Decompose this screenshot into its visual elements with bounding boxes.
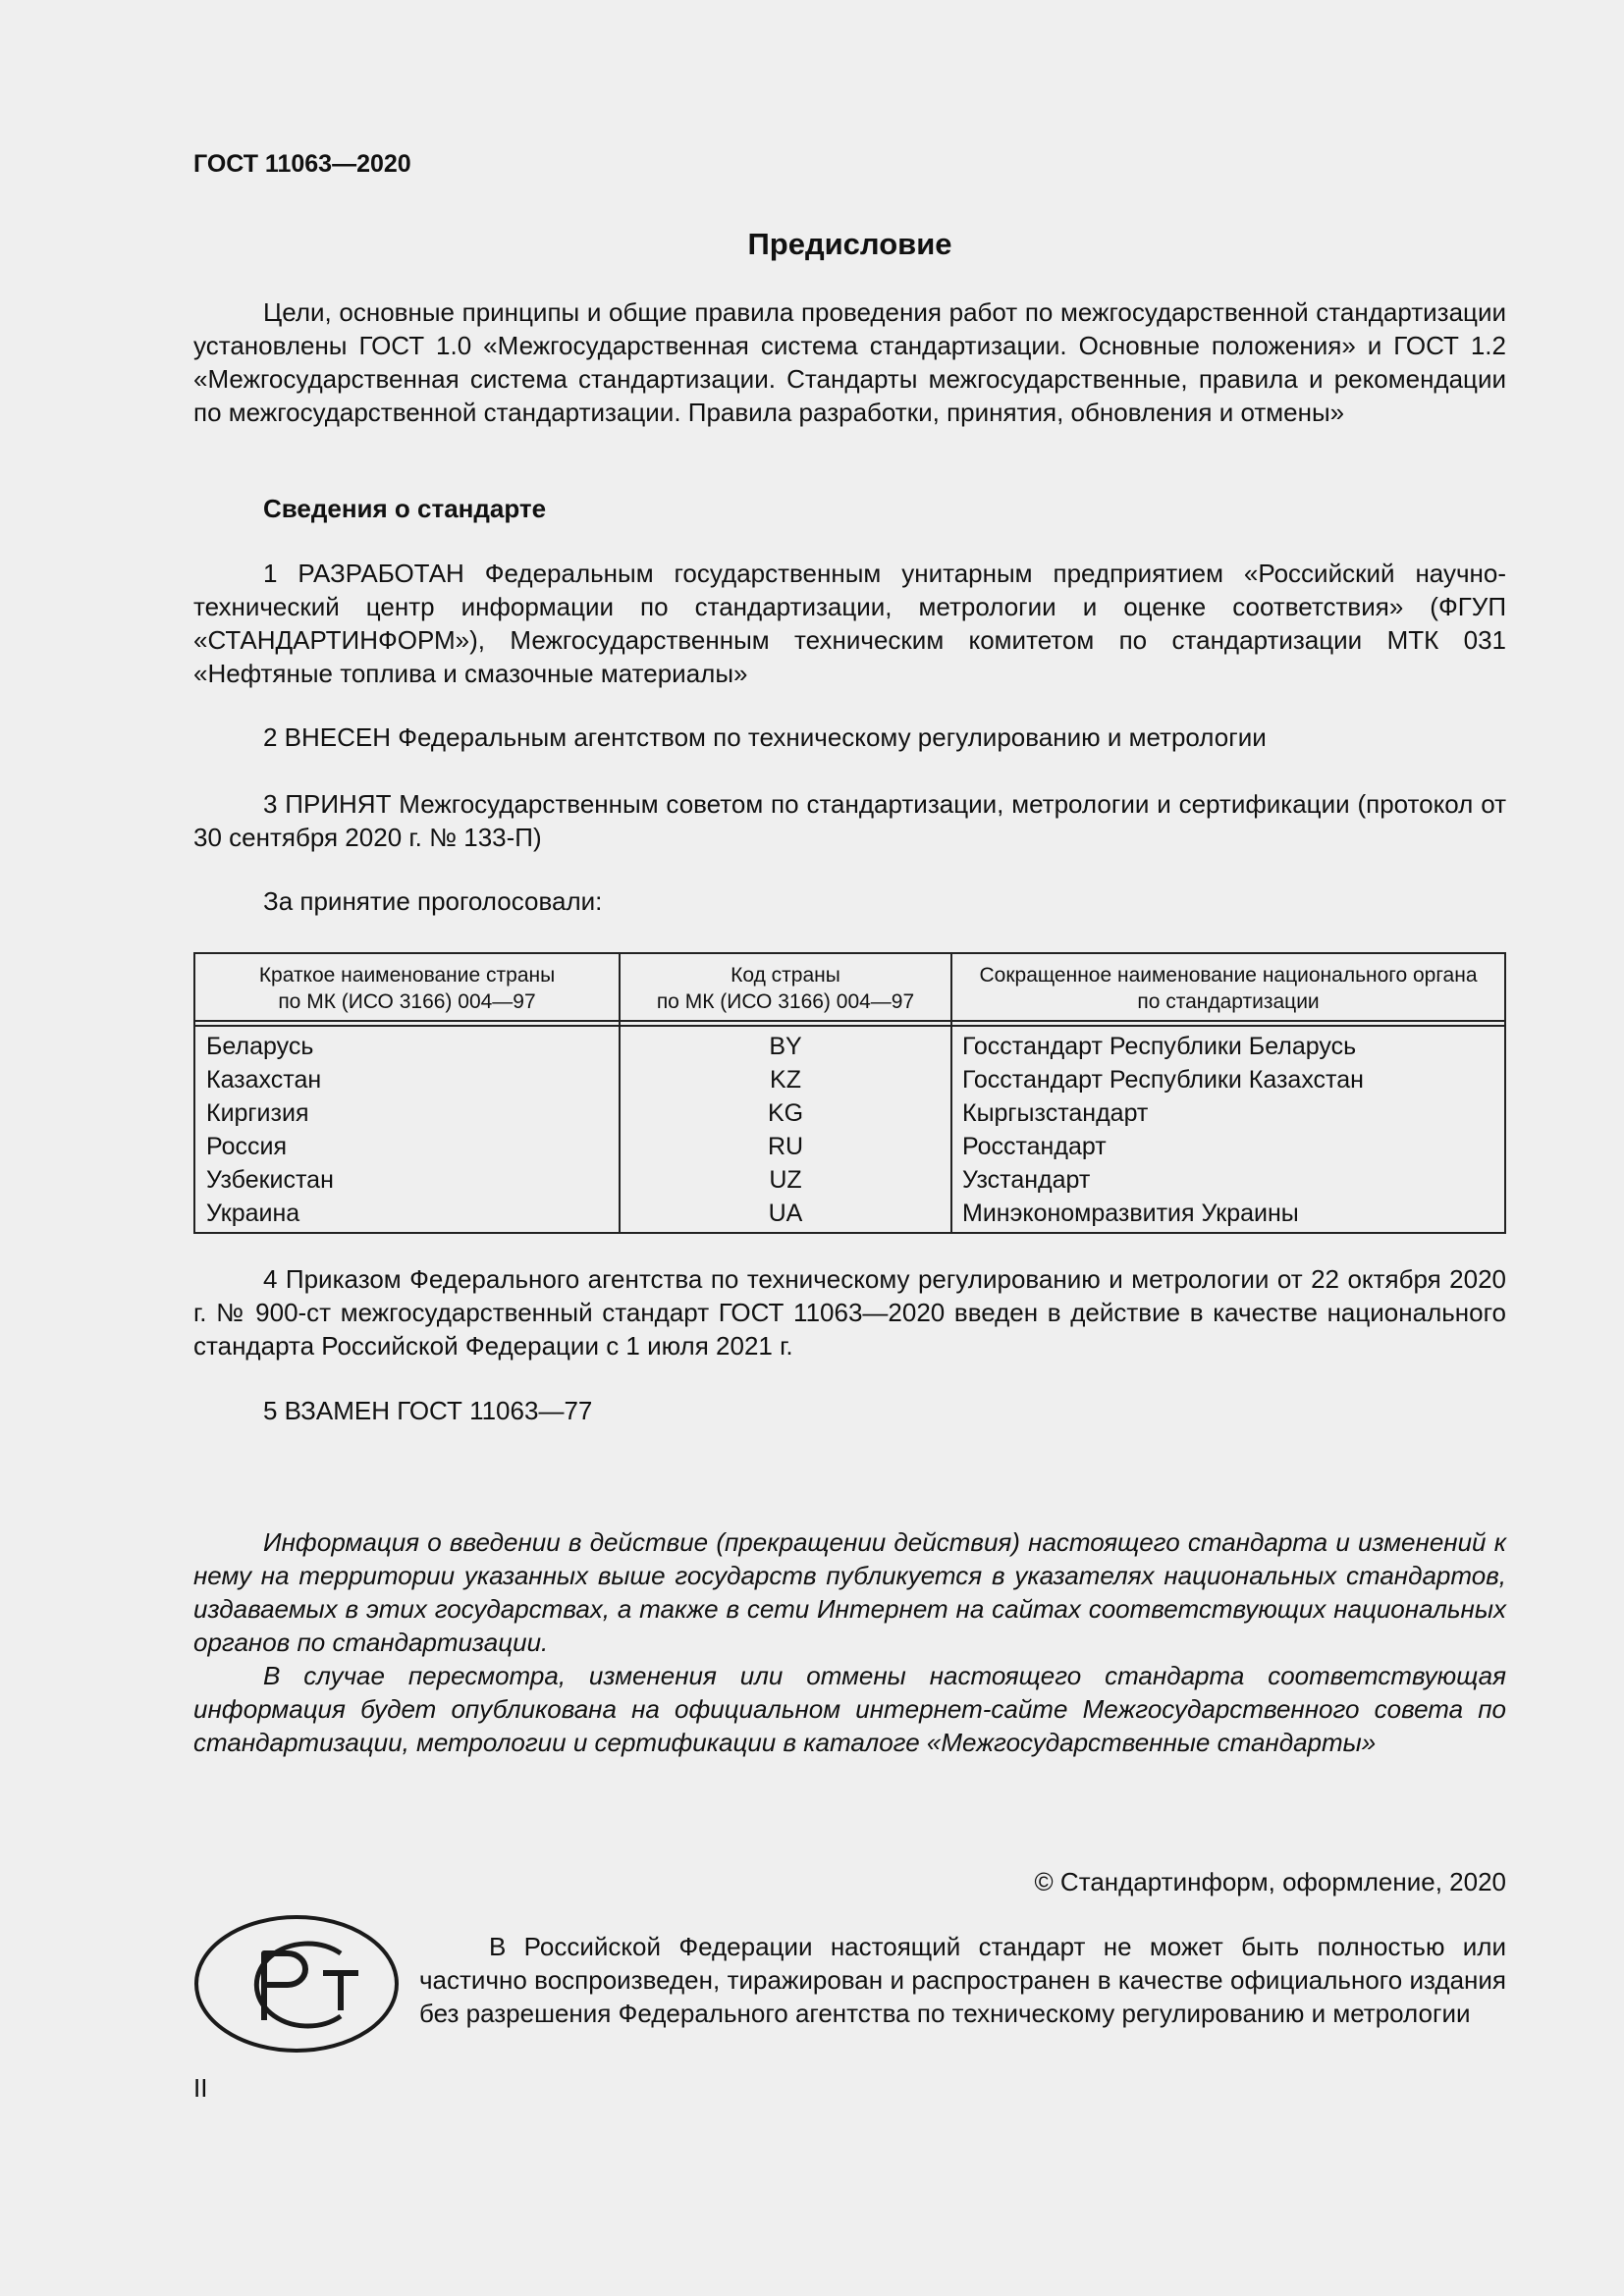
cell-body: Госстандарт Республики Беларусь <box>962 1033 1357 1060</box>
cell-body: Росстандарт <box>962 1133 1107 1160</box>
cell-country: Казахстан <box>206 1066 322 1094</box>
cell-body: Госстандарт Республики Казахстан <box>962 1066 1364 1094</box>
cell-code: UZ <box>769 1166 802 1194</box>
document-code: ГОСТ 11063—2020 <box>193 150 411 178</box>
notice-paragraph: В случае пересмотра, изменения или отмены настоящего стандарта соответствующая информация будет опубликована на официальном интернет-сайте Межгосударственного совета по стандартизации, метрологии и сертификации в каталоге «Межгосударственные стандарты» <box>193 1661 1506 1757</box>
voted-label: За принятие проголосовали: <box>263 886 603 916</box>
cell-code: KG <box>767 1099 804 1127</box>
intro-paragraph: Цели, основные принципы и общие правила проведения работ по межгосударственной стандартизации установлены ГОСТ 1.0 «Межгосударственная система стандартизации. Основные положения» и ГОСТ 1.2 «Межгосударственная система стандартизации. Стандарты межгосударственные, правила и рекомендации по межгосударственной стандартизации. Правила разработки, принятия, обновления и отмены» <box>193 297 1506 427</box>
cell-country: Беларусь <box>206 1033 314 1060</box>
cell-country: Россия <box>206 1133 287 1160</box>
page-number: II <box>193 2073 208 2103</box>
cell-body: Минэкономразвития Украины <box>962 1200 1299 1227</box>
page-title: Предисловие <box>747 227 952 261</box>
item-order: 4 Приказом Федерального агентства по техническому регулированию и метрологии от 22 октября 2020 г. № 900-ст межгосударственный стандарт ГОСТ 11063—2020 введен в действие в качестве национального стандарта Российской Федерации с 1 июля 2021 г. <box>193 1264 1506 1361</box>
cell-code: KZ <box>770 1066 801 1094</box>
notice-block <box>193 1525 1506 1759</box>
cell-country: Узбекистан <box>206 1166 334 1194</box>
header-body: Сокращенное наименование национального органа по стандартизации <box>979 964 1478 1013</box>
legal-notice: В Российской Федерации настоящий стандарт не может быть полностью или частично воспроизведен, тиражирован и распространен в качестве официального издания без разрешения Федерального агентства по техническому регулированию и метрологии <box>419 1932 1506 2028</box>
header-country: Краткое наименование страны по МК (ИСО 3166) 004—97 <box>258 964 556 1013</box>
item-introduced: 2 ВНЕСЕН Федеральным агентством по техническому регулированию и метрологии <box>263 722 1267 752</box>
header-code: Код страны по МК (ИСО 3166) 004—97 <box>656 964 915 1013</box>
cell-code: RU <box>767 1133 804 1160</box>
cell-code: BY <box>769 1033 802 1060</box>
voting-table <box>193 952 1506 1234</box>
item-adopted: 3 ПРИНЯТ Межгосударственным советом по стандартизации, метрологии и сертификации (протокол от 30 сентября 2020 г. № 133-П) <box>193 789 1506 852</box>
cell-body: Узстандарт <box>962 1166 1091 1194</box>
cell-code: UA <box>768 1200 803 1227</box>
item-replaces: 5 ВЗАМЕН ГОСТ 11063—77 <box>263 1396 593 1425</box>
cell-country: Украина <box>206 1200 300 1227</box>
cell-country: Киргизия <box>206 1099 309 1127</box>
cell-body: Кыргызстандарт <box>962 1099 1149 1127</box>
column-country <box>206 1030 334 1230</box>
column-code <box>621 1030 950 1230</box>
notice-paragraph: Информация о введении в действие (прекращении действия) настоящего стандарта и изменений к нему на территории указанных выше государств публикуется в указателях национальных стандартов, издаваемых в этих государствах, а также в сети Интернет на сайтах соответствующих национальных органов по стандартизации. <box>193 1527 1506 1657</box>
column-body <box>962 1030 1364 1230</box>
copyright-line: © Стандартинформ, оформление, 2020 <box>1034 1867 1506 1896</box>
section-heading: Сведения о стандарте <box>263 494 547 523</box>
item-developed: 1 РАЗРАБОТАН Федеральным государственным унитарным предприятием «Российский научно-технический центр информации по стандартизации, метрологии и оценке соответствия» (ФГУП «СТАНДАРТИНФОРМ»), Межгосударственным техническим комитетом по стандартизации МТК 031 «Нефтяные топлива и смазочные материалы» <box>193 559 1506 688</box>
gost-r-mark-icon <box>193 1914 400 2054</box>
